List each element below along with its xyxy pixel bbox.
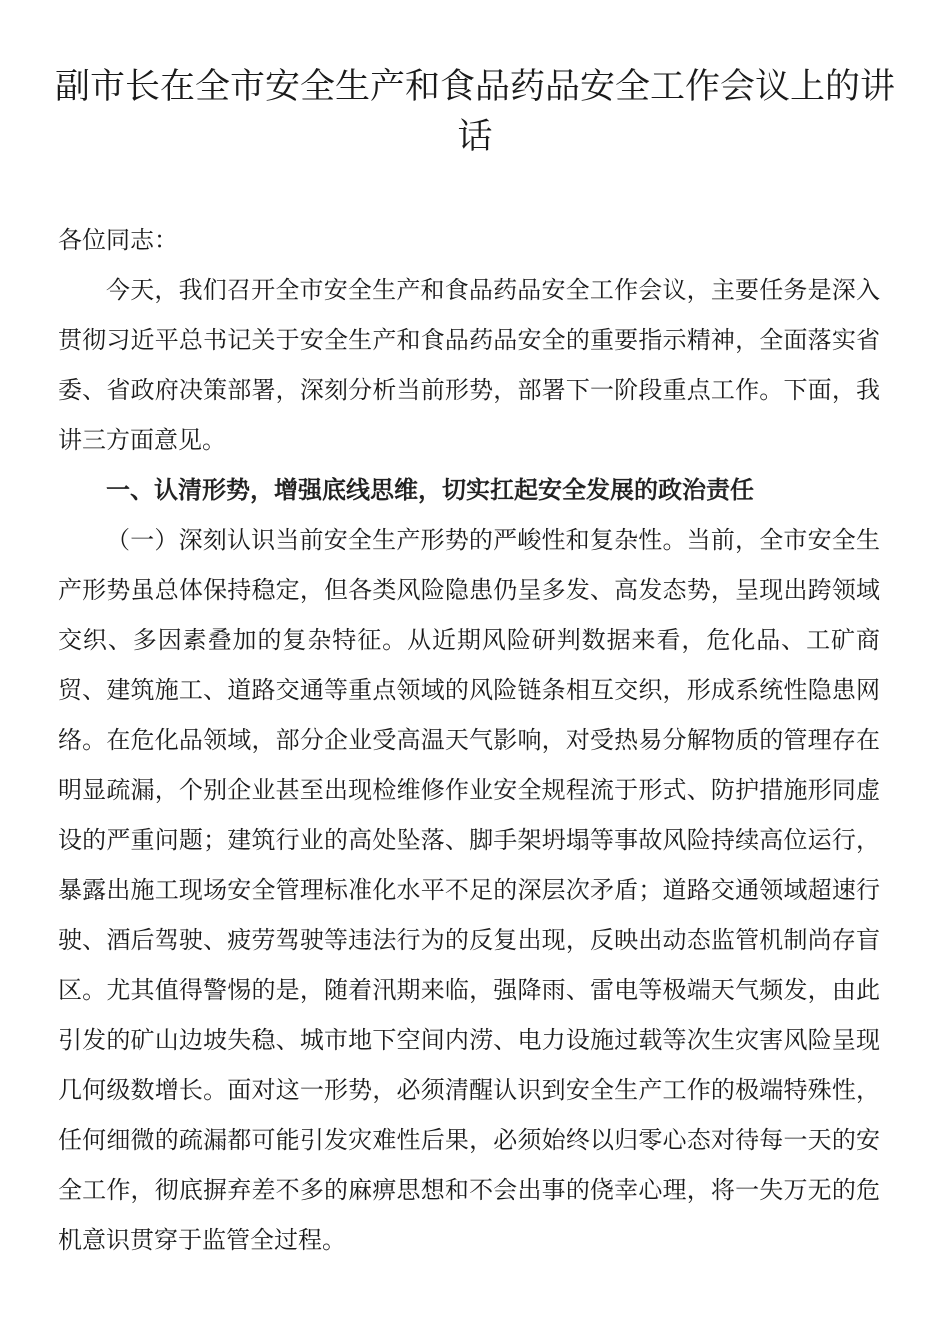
intro-paragraph: 今天，我们召开全市安全生产和食品药品安全工作会议，主要任务是深入贯彻习近平总书记关于安全生产和食品药品安全的重要指示精神，全面落实省委、省政府决策部署，深刻分析当前形势，部署下一阶段重点工作。下面，我讲三方面意见。 <box>58 276 880 454</box>
document-title: 副市长在全市安全生产和食品药品安全工作会议上的讲话 <box>54 67 895 157</box>
document-body <box>58 215 880 1265</box>
section-1-paragraph-1: （一）深刻认识当前安全生产形势的严峻性和复杂性。当前，全市安全生产形势虽总体保持稳定，但各类风险隐患仍呈多发、高发态势，呈现出跨领域交织、多因素叠加的复杂特征。从近期风险研判数据来看，危化品、工矿商贸、建筑施工、道路交通等重点领域的风险链条相互交织，形成系统性隐患网络。在危化品领域，部分企业受高温天气影响，对受热易分解物质的管理存在明显疏漏，个别企业甚至出现检维修作业安全规程流于形式、防护措施形同虚设的严重问题；建筑行业的高处坠落、脚手架坍塌等事故风险持续高位运行，暴露出施工现场安全管理标准化水平不足的深层次矛盾；道路交通领域超速行驶、酒后驾驶、疲劳驾驶等违法行为的反复出现，反映出动态监管机制尚存盲区。尤其值得警惕的是，随着汛期来临，强降雨、雷电等极端天气频发，由此引发的矿山边坡失稳、城市地下空间内涝、电力设施过载等次生灾害风险呈现几何级数增长。面对这一形势，必须清醒认识到安全生产工作的极端特殊性，任何细微的疏漏都可能引发灾难性后果，必须始终以归零心态对待每一天的安全工作，彻底摒弃差不多的麻痹思想和不会出事的侥幸心理，将一失万无的危机意识贯穿于监管全过程。 <box>58 526 880 1254</box>
salutation: 各位同志： <box>58 226 178 254</box>
section-heading-1: 一、认清形势，增强底线思维，切实扛起安全发展的政治责任 <box>106 476 754 504</box>
